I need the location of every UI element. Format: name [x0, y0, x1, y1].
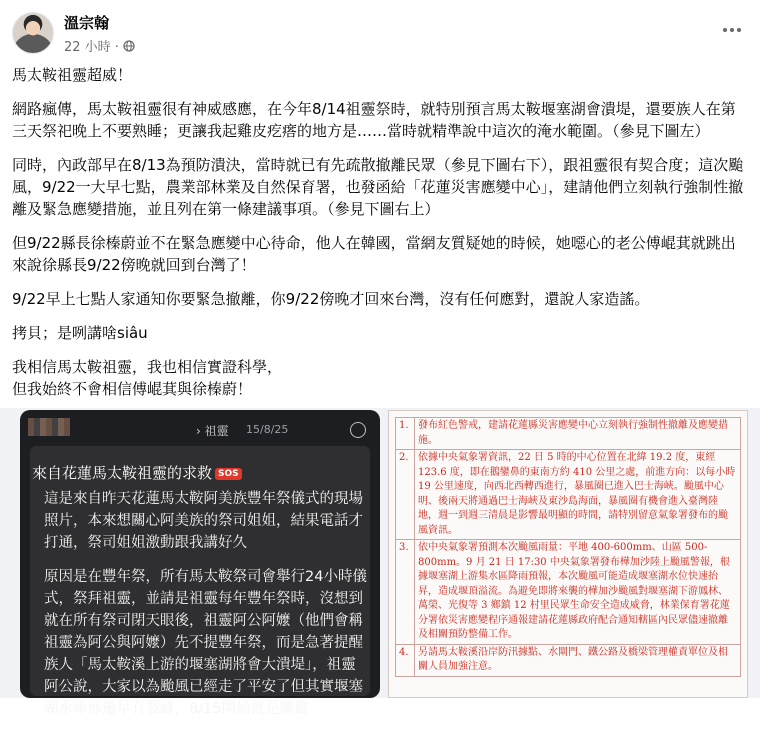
- row-number: 4.: [396, 644, 415, 676]
- author-avatar[interactable]: [12, 12, 54, 54]
- author-name[interactable]: 溫宗翰: [64, 14, 110, 32]
- post-time[interactable]: 22 小時 ·: [64, 40, 119, 55]
- post-paragraph: 但我始終不會相信傅崐萁與徐榛蔚！: [12, 380, 253, 398]
- thread-header: [20, 410, 380, 444]
- blurred-avatar: [28, 418, 70, 436]
- table-row: [396, 418, 741, 450]
- globe-icon: [123, 40, 135, 52]
- threads-icon: [350, 422, 366, 438]
- table-row: [396, 540, 741, 645]
- post-paragraph: 我相信馬太鞍祖靈，我也相信實證科學，: [12, 358, 283, 376]
- row-text: 發布紅色警戒，建請花蓮縣災害應變中心立刻執行強制性撤離及應變措施。: [415, 418, 741, 450]
- row-text: 依據中央氣象署資訊，22 日 5 時的中心位置在北緯 19.2 度，東經 123.6 度，即在鵝鑾鼻的東南方約 410 公里之處，前進方向：以每小時 19 公里速度，向西北西轉西進行，暴風圈已進入巴士海峽。颱風中心明、後兩天將通過巴士海峽及東沙島海面，暴風圈有機會進入臺灣陸地，週一到週三清晨是影響最明顯的時間，請特別留意氣象署發布的颱風資訊。: [415, 450, 741, 540]
- thread-paragraph: 原因是在豐年祭，所有馬太鞍祭司會舉行24小時儀式，祭拜祖靈，並請是祖靈每年豐年祭時，沒想到就在所有祭司閉天眼後，祖靈阿公阿嬤（他們會稱祖靈為阿公與阿嬤）先不提豐年祭，而是急著提醒族人「馬太鞍溪上游的堰塞湖將會大潰堤」，祖靈阿公說，大家以為颱風已經走了平安了但其實堰塞湖水庫那邊早有裂縫，8/15開始就是關鍵: [44, 569, 367, 717]
- post-paragraph: 9/22早上七點人家通知你要緊急撤離，你9/22傍晚才回來台灣，沒有任何應對，還說人家造謠。: [12, 290, 650, 308]
- left-screenshot-image[interactable]: [20, 410, 380, 717]
- document-table: [395, 417, 741, 677]
- thread-title: 來自花蓮馬太鞍祖靈的求救 SOS: [32, 462, 242, 483]
- post-paragraph: 拷貝；是咧講啥siâu: [12, 324, 148, 342]
- post-paragraph: 同時，內政部早在8/13為預防潰決，當時就已有先疏散撤離民眾（參見下圖右下），跟祖靈很有契合度；這次颱風，9/22一大早七點，農業部林業及自然保育署，也發函給「花蓮災害應變中心」，建請他們立刻執行強制性撤離及緊急應變措施，並且列在第一條建議事項。（參見下圖右上）: [12, 156, 744, 218]
- table-row: [396, 450, 741, 540]
- thread-handle: › 祖靈: [196, 424, 229, 438]
- row-text: 另請馬太鞍溪沿岸防汛據點、水閘門、鐵公路及橋梁管理權責單位及相關人員加強注意。: [415, 644, 741, 676]
- row-text: 依中央氣象署預測本次颱風雨量：平地 400-600mm、山區 500-800mm。9 月 21 日 17:30 中央氣象署發布樺加沙陸上颱風警報，根據堰塞湖上游集水區降雨預報，本次颱風可能造成堰塞湖水位快速抬昇，造成堰頂溢流。為避免即將來襲的樺加沙颱風對堰塞湖下游鳳林、萬榮、光復等 3 鄉鎮 12 村里民眾生命安全造成威脅，林業保育署花蓮分署依災害應變程序通報建請花蓮縣政府配合通知轄區內民眾儘速撤離及相關預防整備工作。: [415, 540, 741, 645]
- post-paragraph: 但9/22縣長徐榛蔚並不在緊急應變中心待命，他人在韓國，當網友質疑她的時候，她噁心的老公傅崐萁就跳出來說徐縣長9/22傍晚就回到台灣了！: [12, 234, 736, 274]
- row-number: 1.: [396, 418, 415, 450]
- right-document-image[interactable]: [388, 410, 748, 698]
- post-text: [12, 64, 748, 400]
- sos-badge: SOS: [215, 468, 242, 480]
- thread-paragraph: 這是來自昨天花蓮馬太鞍阿美族豐年祭儀式的現場照片，本來想關心阿美族的祭司姐姐，結果電話才打通，祭司姐姐激動跟我講好久: [44, 491, 363, 551]
- post-header: [0, 0, 760, 60]
- post-paragraph: 網路瘋傳，馬太鞍祖靈很有神威感應，在今年8/14祖靈祭時，就特別預言馬太鞍堰塞湖會潰堤，還要族人在第三天祭祀晚上不要熟睡；更讓我起雞皮疙瘩的地方是……當時就精準說中這次的淹水範圍。（參見下圖左）: [12, 100, 736, 140]
- table-row: [396, 644, 741, 676]
- post-meta: [64, 36, 135, 55]
- row-number: 3.: [396, 540, 415, 645]
- thread-date: 15/8/25: [246, 423, 289, 436]
- more-options-icon[interactable]: [720, 18, 744, 42]
- thread-body: [44, 488, 370, 732]
- row-number: 2.: [396, 450, 415, 540]
- post-paragraph: 馬太鞍祖靈超威！: [12, 66, 133, 84]
